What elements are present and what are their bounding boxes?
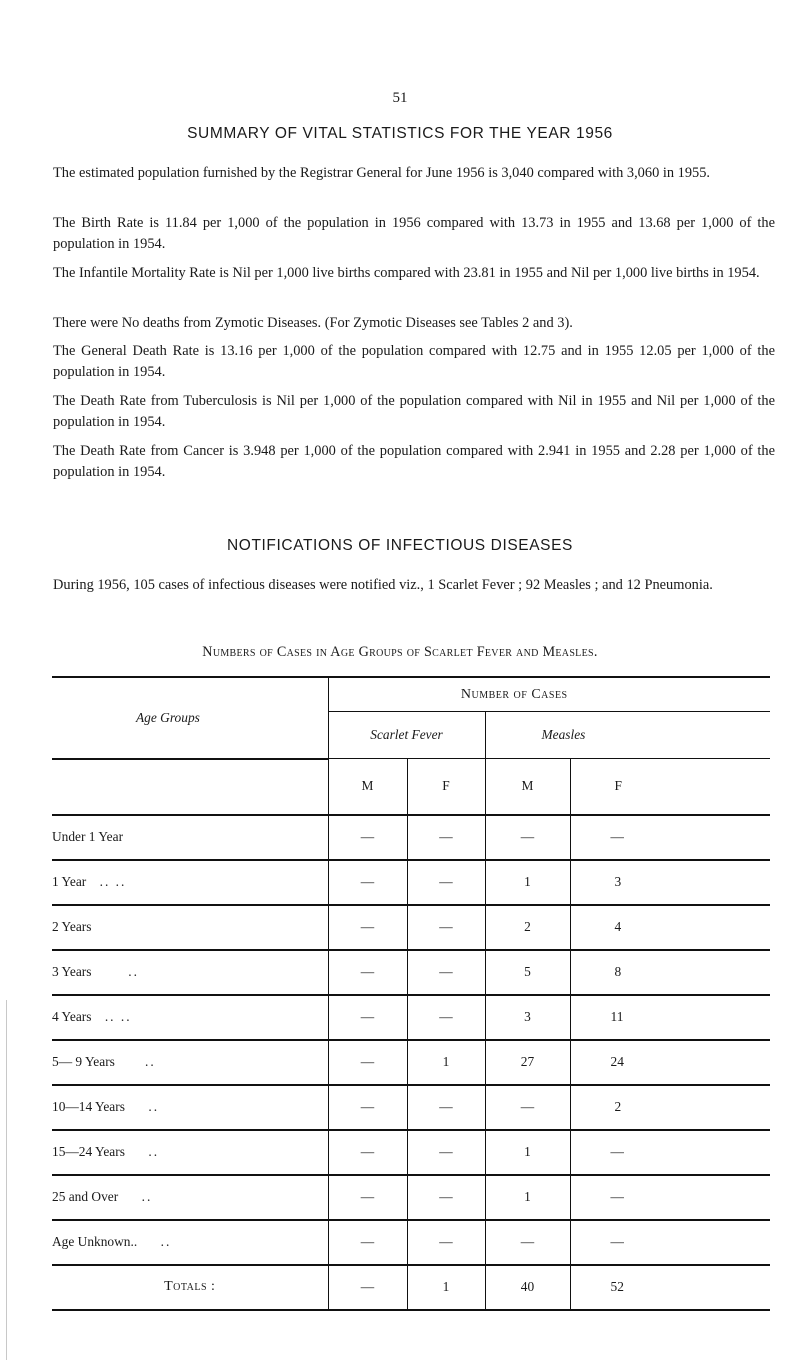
table-row <box>52 815 770 860</box>
row-label: 4 Years <box>52 1009 92 1024</box>
cell-scarlet-m: — <box>328 1130 407 1175</box>
total-measles-m: 40 <box>485 1265 570 1310</box>
cell-scarlet-f: — <box>407 995 485 1040</box>
row-label: 10—14 Years <box>52 1099 125 1114</box>
cell-measles-m: 1 <box>485 1130 570 1175</box>
cell-measles-f: — <box>570 1175 770 1220</box>
table-row <box>52 1130 770 1175</box>
cell-scarlet-m: — <box>328 950 407 995</box>
row-label: 3 Years <box>52 964 92 979</box>
header-measles-f: F <box>570 759 770 815</box>
cell-measles-f: 3 <box>570 860 770 905</box>
page-title: SUMMARY OF VITAL STATISTICS FOR THE YEAR 1956 <box>187 125 613 142</box>
cell-measles-f: 24 <box>570 1040 770 1085</box>
cell-scarlet-m: — <box>328 1040 407 1085</box>
row-label: 25 and Over <box>52 1189 119 1204</box>
total-scarlet-m: — <box>328 1265 407 1310</box>
table-row <box>52 1175 770 1220</box>
header-scarlet-f: F <box>407 759 485 815</box>
header-scarlet-m: M <box>328 759 407 815</box>
cell-measles-m: — <box>485 815 570 860</box>
table-row <box>52 1220 770 1265</box>
cell-scarlet-f: — <box>407 905 485 950</box>
leader-dots: .. <box>128 964 139 979</box>
cell-scarlet-f: — <box>407 1130 485 1175</box>
table-row <box>52 860 770 905</box>
paragraph-tuberculosis: The Death Rate from Tuberculosis is Nil per 1,000 of the population compared with Nil in 1955 and Nil per 1,000 of the population in 1954. <box>53 393 775 430</box>
cell-scarlet-f: — <box>407 860 485 905</box>
total-measles-f: 52 <box>570 1265 770 1310</box>
paragraph-zymotic: There were No deaths from Zymotic Diseases. (For Zymotic Diseases see Tables 2 and 3). <box>53 315 573 331</box>
cell-measles-m: 3 <box>485 995 570 1040</box>
header-age-groups: Age Groups <box>136 709 200 725</box>
paragraph-birth-rate: The Birth Rate is 11.84 per 1,000 of the population in 1956 compared with 13.73 in 1955 and 13.68 per 1,000 of the population in 1954. <box>53 215 775 252</box>
cell-measles-m: 1 <box>485 1175 570 1220</box>
cell-scarlet-m: — <box>328 1175 407 1220</box>
table-row <box>52 1040 770 1085</box>
totals-label: Totals : <box>52 1265 328 1310</box>
header-measles: Measles <box>485 712 770 759</box>
cell-measles-m: 5 <box>485 950 570 995</box>
total-scarlet-f: 1 <box>407 1265 485 1310</box>
table-row <box>52 1085 770 1130</box>
cell-measles-m: — <box>485 1085 570 1130</box>
row-label: Age Unknown.. <box>52 1234 138 1249</box>
cell-scarlet-f: — <box>407 815 485 860</box>
cell-measles-f: 8 <box>570 950 770 995</box>
row-label: 2 Years <box>52 919 92 934</box>
cell-scarlet-f: — <box>407 1175 485 1220</box>
leader-dots: .. <box>145 1054 156 1069</box>
cell-scarlet-m: — <box>328 860 407 905</box>
row-label: 15—24 Years <box>52 1144 125 1159</box>
header-number-of-cases: Number of Cases <box>328 678 770 712</box>
leader-dots: .. <box>148 1099 160 1114</box>
cell-measles-m: — <box>485 1220 570 1265</box>
cell-measles-m: 2 <box>485 905 570 950</box>
cell-measles-f: 11 <box>570 995 770 1040</box>
cell-scarlet-m: — <box>328 995 407 1040</box>
totals-row <box>52 1265 770 1310</box>
leader-dots: .. .. <box>104 1009 132 1024</box>
table-row <box>52 905 770 950</box>
table-caption: Numbers of Cases in Age Groups of Scarlet Fever and Measles. <box>202 644 598 660</box>
notifications-title: NOTIFICATIONS OF INFECTIOUS DISEASES <box>227 537 573 554</box>
paragraph-general-death-rate: The General Death Rate is 13.16 per 1,000 of the population compared with 12.75 and in 1955 12.05 per 1,000 of the population in 1954. <box>53 343 775 380</box>
cell-scarlet-m: — <box>328 815 407 860</box>
paragraph-notifications: During 1956, 105 cases of infectious diseases were notified viz., 1 Scarlet Fever ; 92 Measles ; and 12 Pneumonia. <box>53 577 713 593</box>
cell-scarlet-f: 1 <box>407 1040 485 1085</box>
cell-scarlet-m: — <box>328 1085 407 1130</box>
header-measles-m: M <box>485 759 570 815</box>
cell-measles-f: 4 <box>570 905 770 950</box>
leader-dots: .. <box>141 1189 153 1204</box>
cell-scarlet-f: — <box>407 950 485 995</box>
row-label: 5— 9 Years <box>52 1054 115 1069</box>
cell-scarlet-m: — <box>328 905 407 950</box>
cell-scarlet-m: — <box>328 1220 407 1265</box>
cell-measles-f: — <box>570 815 770 860</box>
scan-margin-line <box>6 1000 7 1360</box>
paragraph-cancer: The Death Rate from Cancer is 3.948 per 1,000 of the population compared with 2.941 in 1955 and 2.28 per 1,000 of the population in 1954. <box>53 443 775 480</box>
cell-measles-m: 27 <box>485 1040 570 1085</box>
paragraph-infantile-mortality: The Infantile Mortality Rate is Nil per 1,000 live births compared with 23.81 in 1955 and Nil per 1,000 live births in 1954. <box>53 265 760 281</box>
cell-scarlet-f: — <box>407 1220 485 1265</box>
header-scarlet-fever: Scarlet Fever <box>328 712 485 759</box>
table-row <box>52 995 770 1040</box>
paragraph-population: The estimated population furnished by the Registrar General for June 1956 is 3,040 compared with 3,060 in 1955. <box>53 165 711 181</box>
cell-measles-f: — <box>570 1220 770 1265</box>
cell-measles-f: — <box>570 1130 770 1175</box>
leader-dots: .. <box>160 1234 172 1249</box>
row-label: Under 1 Year <box>52 829 124 844</box>
leader-dots: .. <box>148 1144 160 1159</box>
cell-measles-f: 2 <box>570 1085 770 1130</box>
table-row <box>52 950 770 995</box>
page-number: 51 <box>392 90 408 106</box>
cases-table <box>52 676 770 1311</box>
leader-dots: .. .. <box>99 874 127 889</box>
cell-measles-m: 1 <box>485 860 570 905</box>
row-label: 1 Year <box>52 874 87 889</box>
cell-scarlet-f: — <box>407 1085 485 1130</box>
